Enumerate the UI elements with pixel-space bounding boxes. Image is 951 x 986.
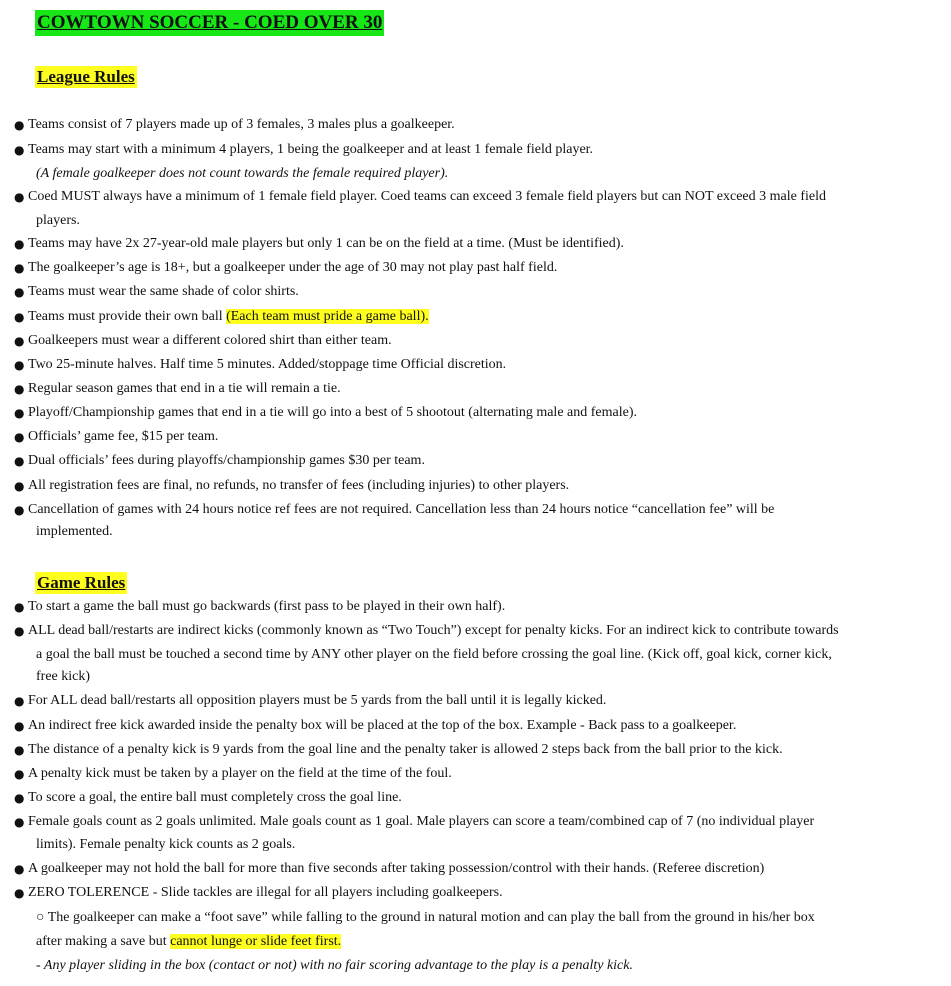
rule-text: To score a goal, the entire ball must completely cross the goal line. <box>28 790 402 805</box>
rule-text: Teams consist of 7 players made up of 3 females, 3 males plus a goalkeeper. <box>28 117 455 132</box>
rule-text: Goalkeepers must wear a different colored shirt than either team. <box>28 333 392 348</box>
bullet-icon: ● <box>14 406 25 420</box>
highlighted-text: cannot lunge or slide feet first. <box>170 934 342 949</box>
rule-text: A goalkeeper may not hold the ball for more than five seconds after taking possession/control with their hands. (Referee discretion) <box>28 861 765 876</box>
bullet-icon: ● <box>14 815 25 829</box>
rule-text: The distance of a penalty kick is 9 yards from the goal line and the penalty taker is allowed 2 steps back from the ball prior to the kick. <box>28 742 783 757</box>
rule-text: All registration fees are final, no refunds, no transfer of fees (including injuries) to other players. <box>28 478 570 493</box>
bullet-icon: ● <box>14 600 25 614</box>
bullet-icon: ● <box>14 624 25 638</box>
rule-note-text: (A female goalkeeper does not count towards the female required player). <box>36 166 449 181</box>
bullet-icon: ● <box>14 190 25 204</box>
bullet-icon: ● <box>14 310 25 324</box>
rule-text: Female goals count as 2 goals unlimited. Male goals count as 1 goal. Male players can score a team/combined cap of 7 (no individual player <box>28 814 815 829</box>
bullet-icon: ● <box>14 694 25 708</box>
sub-bullet-icon: ○ <box>36 910 45 925</box>
rule-text: To start a game the ball must go backwards (first pass to be played in their own half). <box>28 599 506 614</box>
slide-penalty-note-text: - Any player sliding in the box (contact or not) with no fair scoring advantage to the play is a penalty kick. <box>36 958 633 973</box>
bullet-icon: ● <box>14 143 25 157</box>
rule-text-continued: players. <box>36 213 80 228</box>
bullet-icon: ● <box>14 118 25 132</box>
highlighted-text: (Each team must pride a game ball). <box>226 309 429 324</box>
bullet-icon: ● <box>14 285 25 299</box>
rule-text <box>28 306 429 328</box>
bullet-icon: ● <box>14 479 25 493</box>
bullet-icon: ● <box>14 454 25 468</box>
rule-text: An indirect free kick awarded inside the penalty box will be placed at the top of the box. Example - Back pass to a goalkeeper. <box>28 718 737 733</box>
bullet-icon: ● <box>14 382 25 396</box>
bullet-icon: ● <box>14 334 25 348</box>
rule-text: Coed MUST always have a minimum of 1 female field player. Coed teams can exceed 3 female field players but can NOT exceed 3 male field <box>28 189 826 204</box>
bullet-icon: ● <box>14 791 25 805</box>
rule-text: Officials’ game fee, $15 per team. <box>28 429 219 444</box>
game-rules-heading: Game Rules <box>37 573 126 592</box>
rule-text: For ALL dead ball/restarts all opposition players must be 5 yards from the ball until it is legally kicked. <box>28 693 607 708</box>
bullet-icon: ● <box>14 719 25 733</box>
rule-text: Two 25-minute halves. Half time 5 minutes. Added/stoppage time Official discretion. <box>28 357 507 372</box>
document-title: COWTOWN SOCCER - COED OVER 30 <box>35 10 384 36</box>
rule-text: Dual officials’ fees during playoffs/championship games $30 per team. <box>28 453 425 468</box>
rule-text-continued: implemented. <box>36 524 113 539</box>
rule-text: The goalkeeper’s age is 18+, but a goalkeeper under the age of 30 may not play past half field. <box>28 260 558 275</box>
rule-text: Teams may start with a minimum 4 players, 1 being the goalkeeper and at least 1 female field player. <box>28 142 594 157</box>
rule-text: Regular season games that end in a tie will remain a tie. <box>28 381 341 396</box>
rule-text: ALL dead ball/restarts are indirect kicks (commonly known as “Two Touch”) except for penalty kicks. For an indirect kick to contribute towards <box>28 623 839 638</box>
rule-text-start: Teams must provide their own ball <box>28 309 227 324</box>
rule-text-continued: a goal the ball must be touched a second time by ANY other player on the field before crossing the goal line. (Kick off, goal kick, corner kick, <box>36 647 832 662</box>
rule-text: Teams must wear the same shade of color shirts. <box>28 284 299 299</box>
rule-text: ZERO TOLERENCE - Slide tackles are illegal for all players including goalkeepers. <box>28 885 503 900</box>
bullet-icon: ● <box>14 862 25 876</box>
bullet-icon: ● <box>14 743 25 757</box>
rule-text: Cancellation of games with 24 hours notice ref fees are not required. Cancellation less than 24 hours notice “cancellation fee” will be <box>28 502 775 517</box>
foot-save-text: The goalkeeper can make a “foot save” while falling to the ground in natural motion and can play the ball from the ground in his/her box <box>47 910 815 925</box>
league-rules-heading: League Rules <box>37 67 135 86</box>
rule-text: Teams may have 2x 27-year-old male players but only 1 can be on the field at a time. (Must be identified). <box>28 236 624 251</box>
rule-text: Playoff/Championship games that end in a tie will go into a best of 5 shootout (alternating male and female). <box>28 405 637 420</box>
bullet-icon: ● <box>14 767 25 781</box>
bullet-icon: ● <box>14 886 25 900</box>
rule-text: A penalty kick must be taken by a player on the field at the time of the foul. <box>28 766 452 781</box>
rule-text-continued: free kick) <box>36 669 91 684</box>
bullet-icon: ● <box>14 430 25 444</box>
bullet-icon: ● <box>14 261 25 275</box>
bullet-icon: ● <box>14 358 25 372</box>
bullet-icon: ● <box>14 237 25 251</box>
foot-save-text-continued: after making a save but <box>36 934 171 949</box>
rule-text-continued: limits). Female penalty kick counts as 2 goals. <box>36 837 296 852</box>
bullet-icon: ● <box>14 503 25 517</box>
